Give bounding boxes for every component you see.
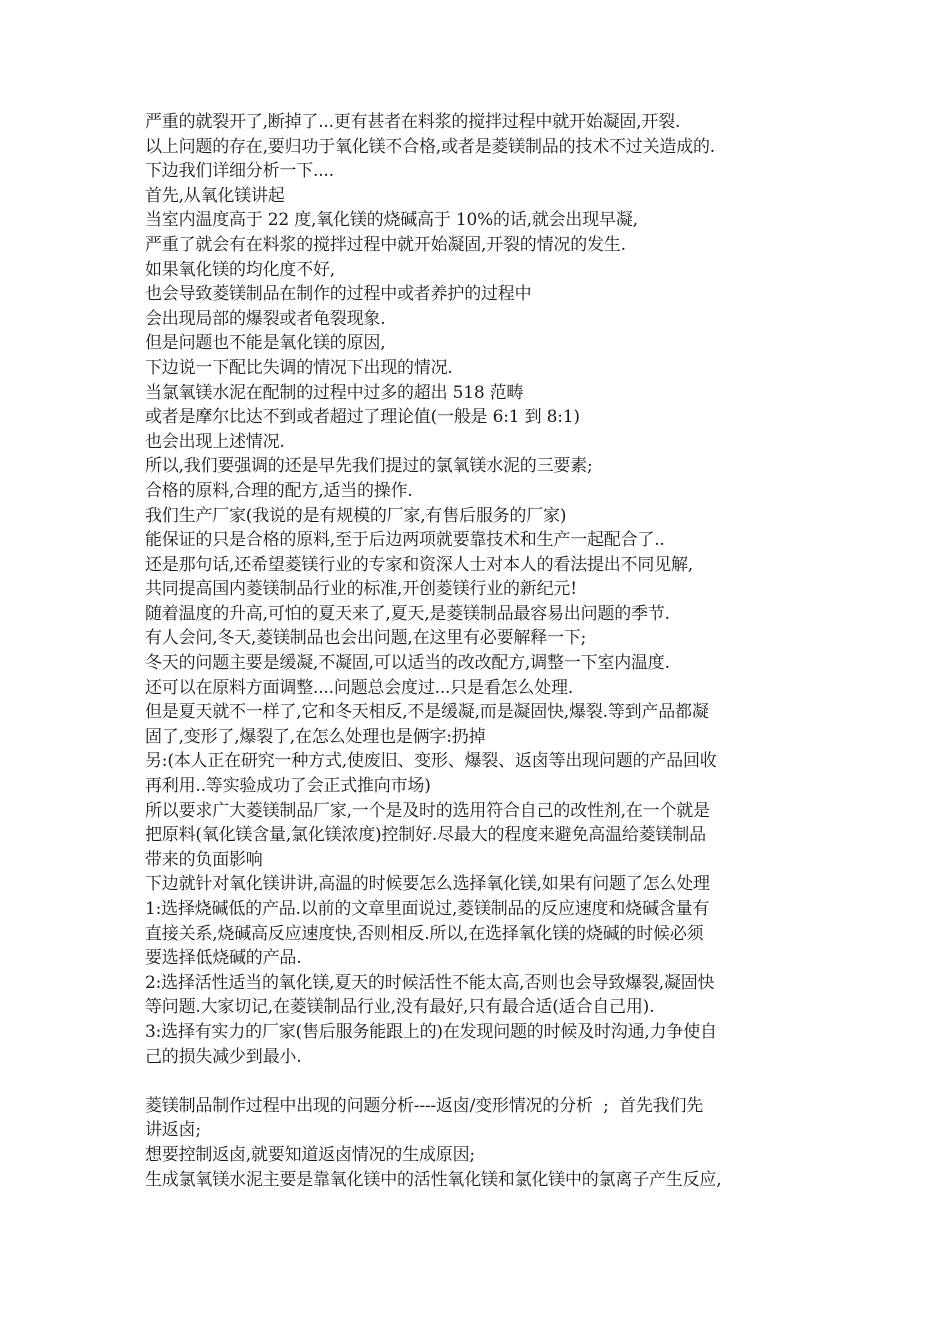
text-line: 也会出现上述情况. (145, 431, 285, 452)
text-line: 所以,我们要强调的还是早先我们提过的氯氧镁水泥的三要素; (145, 456, 593, 477)
text-line: 下边说一下配比失调的情况下出现的情况. (145, 357, 453, 378)
paragraph-spacer (145, 1069, 813, 1094)
text-line: 己的损失减少到最小. (145, 1046, 302, 1067)
text-line: 有人会问,冬天,菱镁制品也会出问题,在这里有必要解释一下; (145, 628, 587, 649)
text-line: 等问题.大家切记,在菱镁制品行业,没有最好,只有最合适(适合自己用). (145, 997, 655, 1018)
text-line: 下边我们详细分析一下.... (145, 161, 334, 182)
text-line: 要选择低烧碱的产品. (145, 948, 302, 969)
text-line: 固了,变形了,爆裂了,在怎么处理也是俩字:扔掉 (145, 726, 486, 747)
text-line: 带来的负面影响 (145, 849, 263, 870)
text-line: 所以要求广大菱镁制品厂家,一个是及时的选用符合自己的改性剂,在一个就是 (145, 800, 710, 821)
text-line: 生成氯氧镁水泥主要是靠氧化镁中的活性氧化镁和氯化镁中的氯离子产生反应, (145, 1169, 722, 1190)
text-line: 合格的原料,合理的配方,适当的操作. (145, 480, 413, 501)
text-line: 或者是摩尔比达不到或者超过了理论值(一般是 6:1 到 8:1) (145, 407, 580, 428)
text-line: 会出现局部的爆裂或者龟裂现象. (145, 308, 386, 329)
text-line: 但是夏天就不一样了,它和冬天相反,不是缓凝,而是凝固快,爆裂.等到产品都凝 (145, 702, 709, 723)
text-line: 随着温度的升高,可怕的夏天来了,夏天,是菱镁制品最容易出问题的季节. (145, 603, 670, 624)
text-line: 讲返卤; (145, 1120, 201, 1141)
text-line: 3:选择有实力的厂家(售后服务能跟上的)在发现问题的时候及时沟通,力争使自 (145, 1021, 717, 1042)
text-line: 冬天的问题主要是缓凝,不凝固,可以适当的改改配方,调整一下室内温度. (145, 653, 670, 674)
text-line: 能保证的只是合格的原料,至于后边两项就要靠技术和生产一起配合了.. (145, 530, 665, 551)
text-line: 如果氧化镁的均化度不好, (145, 259, 336, 280)
text-line: 菱镁制品制作过程中出现的问题分析----返卤/变形情况的分析 ; 首先我们先 (145, 1095, 704, 1116)
text-line: 还是那句话,还希望菱镁行业的专家和资深人士对本人的看法提出不同见解, (145, 554, 694, 575)
text-line: 直接关系,烧碱高反应速度快,否则相反.所以,在选择氧化镁的烧碱的时候必须 (145, 923, 704, 944)
text-line: 严重了就会有在料浆的搅拌过程中就开始凝固,开裂的情况的发生. (145, 234, 626, 255)
text-line: 以上问题的存在,要归功于氧化镁不合格,或者是菱镁制品的技术不过关造成的. (145, 136, 716, 157)
text-line: 1:选择烧碱低的产品.以前的文章里面说过,菱镁制品的反应速度和烧碱含量有 (145, 899, 710, 919)
text-line: 2:选择活性适当的氧化镁,夏天的时候活性不能太高,否则也会导致爆裂,凝固快 (145, 972, 715, 993)
text-line: 把原料(氧化镁含量,氯化镁浓度)控制好.尽最大的程度来避免高温给菱镁制品 (145, 825, 706, 846)
text-line: 下边就针对氧化镁讲讲,高温的时候要怎么选择氧化镁,如果有问题了怎么处理 (145, 874, 710, 895)
text-line: 也会导致菱镁制品在制作的过程中或者养护的过程中 (145, 284, 532, 305)
text-line: 当氯氧镁水泥在配制的过程中过多的超出 518 范畴 (145, 382, 524, 403)
text-line: 还可以在原料方面调整....问题总会度过...只是看怎么处理. (145, 677, 574, 698)
text-line: 另:(本人正在研究一种方式,使废旧、变形、爆裂、返卤等出现问题的产品回收 (145, 751, 717, 772)
text-line: 但是问题也不能是氧化镁的原因, (145, 333, 386, 354)
text-line: 严重的就裂开了,断掉了...更有甚者在料浆的搅拌过程中就开始凝固,开裂. (145, 112, 681, 132)
text-line: 首先,从氧化镁讲起 (145, 185, 285, 206)
text-line: 再利用..等实验成功了会正式推向市场) (145, 776, 431, 797)
text-line: 共同提高国内菱镁制品行业的标准,开创菱镁行业的新纪元! (145, 579, 577, 600)
text-line: 我们生产厂家(我说的是有规模的厂家,有售后服务的厂家) (145, 505, 567, 526)
text-line: 想要控制返卤,就要知道返卤情况的生成原因; (145, 1144, 475, 1165)
document-body (145, 110, 813, 1192)
text-line: 当室内温度高于 22 度,氧化镁的烧碱高于 10%的话,就会出现早凝, (145, 210, 638, 231)
